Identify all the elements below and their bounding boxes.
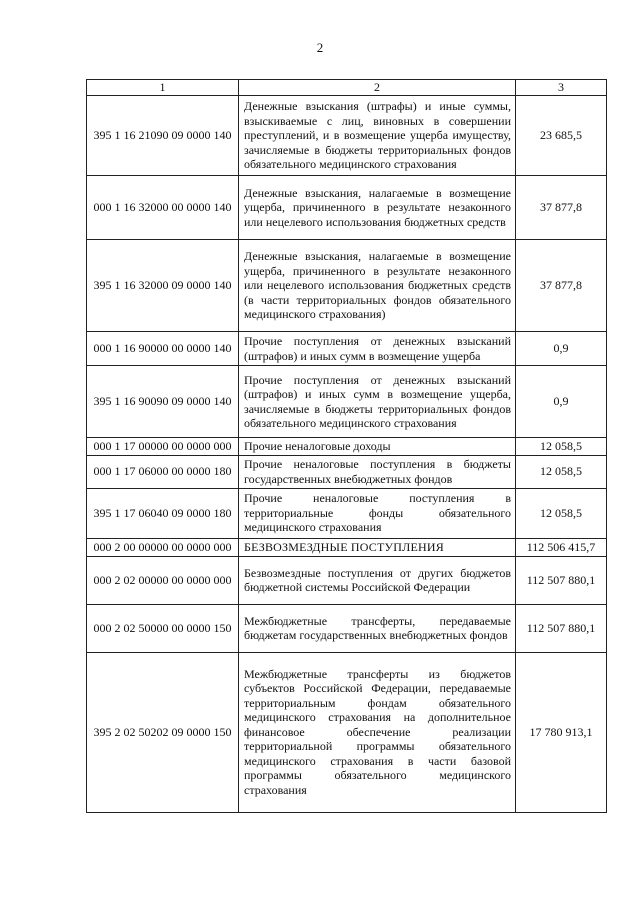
table-header-row	[87, 80, 607, 96]
row-amount: 12 058,5	[516, 438, 607, 456]
column-header-amount: 3	[516, 80, 607, 96]
row-amount: 112 507 880,1	[516, 604, 607, 652]
row-code: 000 1 16 90000 00 0000 140	[87, 332, 239, 366]
row-code: 000 1 17 06000 00 0000 180	[87, 455, 239, 488]
table-row	[87, 538, 607, 556]
table-row	[87, 366, 607, 438]
table-row	[87, 176, 607, 240]
row-code: 395 1 16 32000 09 0000 140	[87, 240, 239, 332]
row-amount: 12 058,5	[516, 488, 607, 538]
row-name: Прочие поступления от денежных взысканий (штрафов) и иных сумм в возмещение ущерба, зачисляемые в бюджеты территориальных фондов обязательного медицинского страхования	[239, 366, 516, 438]
row-amount: 37 877,8	[516, 240, 607, 332]
row-amount: 0,9	[516, 332, 607, 366]
row-amount: 37 877,8	[516, 176, 607, 240]
table-row	[87, 332, 607, 366]
row-amount: 17 780 913,1	[516, 652, 607, 812]
row-code: 395 1 16 21090 09 0000 140	[87, 96, 239, 176]
row-code: 395 1 17 06040 09 0000 180	[87, 488, 239, 538]
column-header-name: 2	[239, 80, 516, 96]
table-row	[87, 652, 607, 812]
row-name: Прочие поступления от денежных взысканий (штрафов) и иных сумм в возмещение ущерба	[239, 332, 516, 366]
row-name: Межбюджетные трансферты из бюджетов субъектов Российской Федерации, передаваемые территориальным фондам обязательного медицинского страхования на дополнительное финансовое обеспечение реализации территориальной программы обязательного медицинского страхования в части базовой программы обязательного медицинского страхования	[239, 652, 516, 812]
row-name: Безвозмездные поступления от других бюджетов бюджетной системы Российской Федерации	[239, 556, 516, 604]
row-code: 000 2 02 50000 00 0000 150	[87, 604, 239, 652]
row-amount: 0,9	[516, 366, 607, 438]
row-amount: 112 506 415,7	[516, 538, 607, 556]
row-amount: 12 058,5	[516, 455, 607, 488]
table-row	[87, 438, 607, 456]
row-amount: 112 507 880,1	[516, 556, 607, 604]
table-row	[87, 488, 607, 538]
row-amount: 23 685,5	[516, 96, 607, 176]
row-code: 000 1 17 00000 00 0000 000	[87, 438, 239, 456]
page-number: 2	[316, 40, 324, 55]
row-code: 000 1 16 32000 00 0000 140	[87, 176, 239, 240]
row-code: 000 2 02 00000 00 0000 000	[87, 556, 239, 604]
row-name: Прочие неналоговые поступления в территориальные фонды обязательного медицинского страхования	[239, 488, 516, 538]
table-row	[87, 556, 607, 604]
row-name: Межбюджетные трансферты, передаваемые бюджетам государственных внебюджетных фондов	[239, 604, 516, 652]
table-row	[87, 240, 607, 332]
row-name: Денежные взыскания, налагаемые в возмещение ущерба, причиненного в результате незаконного или нецелевого использования бюджетных средств	[239, 176, 516, 240]
revenue-table	[86, 79, 607, 813]
column-header-code: 1	[87, 80, 239, 96]
row-name: БЕЗВОЗМЕЗДНЫЕ ПОСТУПЛЕНИЯ	[239, 538, 516, 556]
row-name: Прочие неналоговые поступления в бюджеты государственных внебюджетных фондов	[239, 455, 516, 488]
row-code: 000 2 00 00000 00 0000 000	[87, 538, 239, 556]
row-name: Денежные взыскания (штрафы) и иные суммы, взыскиваемые с лиц, виновных в совершении преступлений, и в возмещение ущерба имуществу, зачисляемые в бюджеты территориальных фондов обязательного медицинского страхования	[239, 96, 516, 176]
row-code: 395 2 02 50202 09 0000 150	[87, 652, 239, 812]
table-row	[87, 604, 607, 652]
table-row	[87, 96, 607, 176]
row-code: 395 1 16 90090 09 0000 140	[87, 366, 239, 438]
row-name: Прочие неналоговые доходы	[239, 438, 516, 456]
row-name: Денежные взыскания, налагаемые в возмещение ущерба, причиненного в результате незаконного или нецелевого использования бюджетных средств (в части территориальных фондов обязательного медицинского страхования)	[239, 240, 516, 332]
table-row	[87, 455, 607, 488]
